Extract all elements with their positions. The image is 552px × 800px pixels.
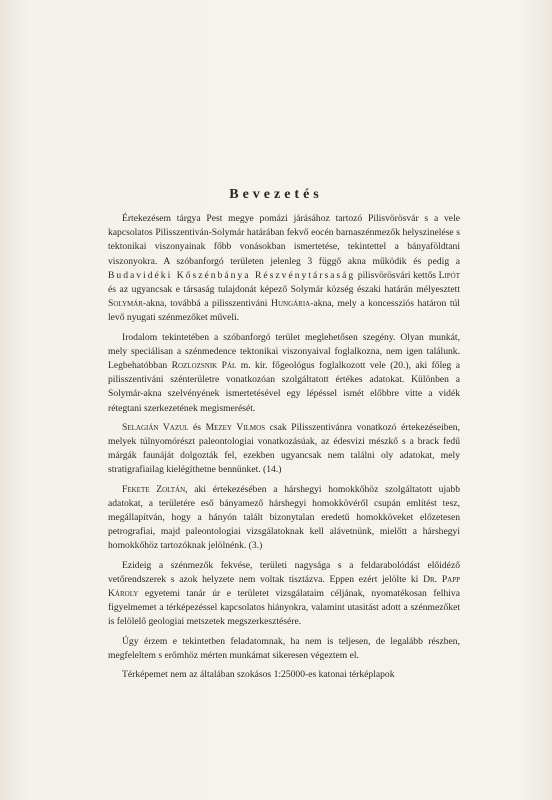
paragraph-text: pilisvörösvári kettős xyxy=(355,269,439,281)
paragraph xyxy=(108,331,460,416)
paragraph-text: egyetemi tanár úr e területet vizsgálataim céljának, nyomatékosan felhiva figyelmemet a térképezéssel kapcsolatos hiányokra, valamint utasitást adott a szénmezőket is felölelő geologiai metszetek megszerkesztésére. xyxy=(108,588,460,628)
paragraph-text: csak Pilisszentivánra vonatkozó értekezéseiben, melyek túlnyomórészt paleontologiai vonatkozásúak, az édesvizi mészkő s a brack fedű márgák faunáját dolgozták fel, ezekben ugyancsak nem találni oly adatokat, mely stratigrafiailag kielégíthetne bennünket. (14.) xyxy=(108,421,460,476)
name-text: Rozlozsnik Pál xyxy=(171,360,237,372)
paragraph-text: Úgy érzem e tekintetben feladatomnak, ha nem is teljesen, de legalább részben, megfeleltem s erőmhöz mérten munkámat sikeresen végeztem el. xyxy=(108,635,460,661)
name-text: Fekete Zoltán xyxy=(122,483,186,495)
name-text: Solymár xyxy=(108,298,143,310)
paragraph-text: -akna, mely a koncessziós határon túl levő nyugati szénmezőket műveli. xyxy=(108,298,460,324)
paragraph-text: -akna, továbbá a pilisszentiváni xyxy=(142,298,272,310)
name-text: Selagián Vazul xyxy=(122,421,189,433)
paragraph-text: Értekezésem tárgya Pest megye pomázi járásához tartozó Pilisvörösvár s a vele kapcsolatos Pilisszentiván-Solymár határában fekvő eocén barnaszénmezők helyszinelése s tektonikai viszonyainak főbb vonásokban ismertetése, tekintettel a bányaföldtani viszonyokra. A szóbanforgó területen jelenleg 3 függő akna működik és pedig a xyxy=(108,213,460,267)
paragraph xyxy=(108,483,460,554)
paragraph-text: Térképemet nem az általában szokásos 1:25000-es katonai térképlapok xyxy=(122,669,395,681)
paragraph xyxy=(108,421,460,478)
paragraph-text: és xyxy=(188,421,206,433)
body-text xyxy=(108,212,460,682)
name-text: Mezey Vilmos xyxy=(205,421,266,433)
paragraph xyxy=(108,212,460,326)
paragraph-text: , aki értekezésében a hárshegyi homokkőhöz szolgáltatott ujabb adatokat, a területére eső bányamező hárshegyi homokkövéről csupán említést tesz, megállapítván, hogy a hányón talált bizonytalan eredetű homokköveket előzetesen petrografiai, majd paleontologiai vizsgálatoknak kell alávetnünk, mielőtt a hárshegyi homokkőhöz tartozóknak jelölnénk. (3.) xyxy=(108,483,460,552)
page-title: Bevezetés xyxy=(229,187,323,202)
name-text: Dr. Papp Károly xyxy=(108,573,460,600)
paragraph xyxy=(108,635,460,663)
name-text: Lipót xyxy=(438,269,461,281)
paragraph-text: és az ugyancsak e társaság tulajdonát képező Solymár község északi határán mélyesztett xyxy=(108,284,460,296)
name-text: Budavidéki Kőszénbánya Részvénytársaság xyxy=(108,269,356,281)
paragraph-text: m. kir. főgeológus foglalkozott vele (20.), aki főleg a pilisszentiváni szénterületre vonatkozóan szolgáltatott értékes adatokat. Különben a Solymár-akna szelvényének ismertetésével egy lépéssel ismét előbbre vitte a vidék rétegtani szerkezetének megismerését. xyxy=(108,360,460,414)
name-text: Hungária xyxy=(271,298,311,310)
paragraph xyxy=(108,559,460,630)
paragraph-text: Ezideig a szénmezők fekvése, területi nagysága s a feldarabolódást előidéző vetőrendszerek s azok helyzete nem voltak tisztázva. Eppen ezért jelölte ki xyxy=(108,559,460,585)
paragraph xyxy=(108,668,460,682)
paragraph-text: Irodalom tekintetében a szóbanforgó terület meglehetősen szegény. Olyan munkát, mely speciálisan a szénmedence tektonikai viszonyaival foglalkozna, nem igen találunk. Legbehatóbban xyxy=(108,331,460,372)
